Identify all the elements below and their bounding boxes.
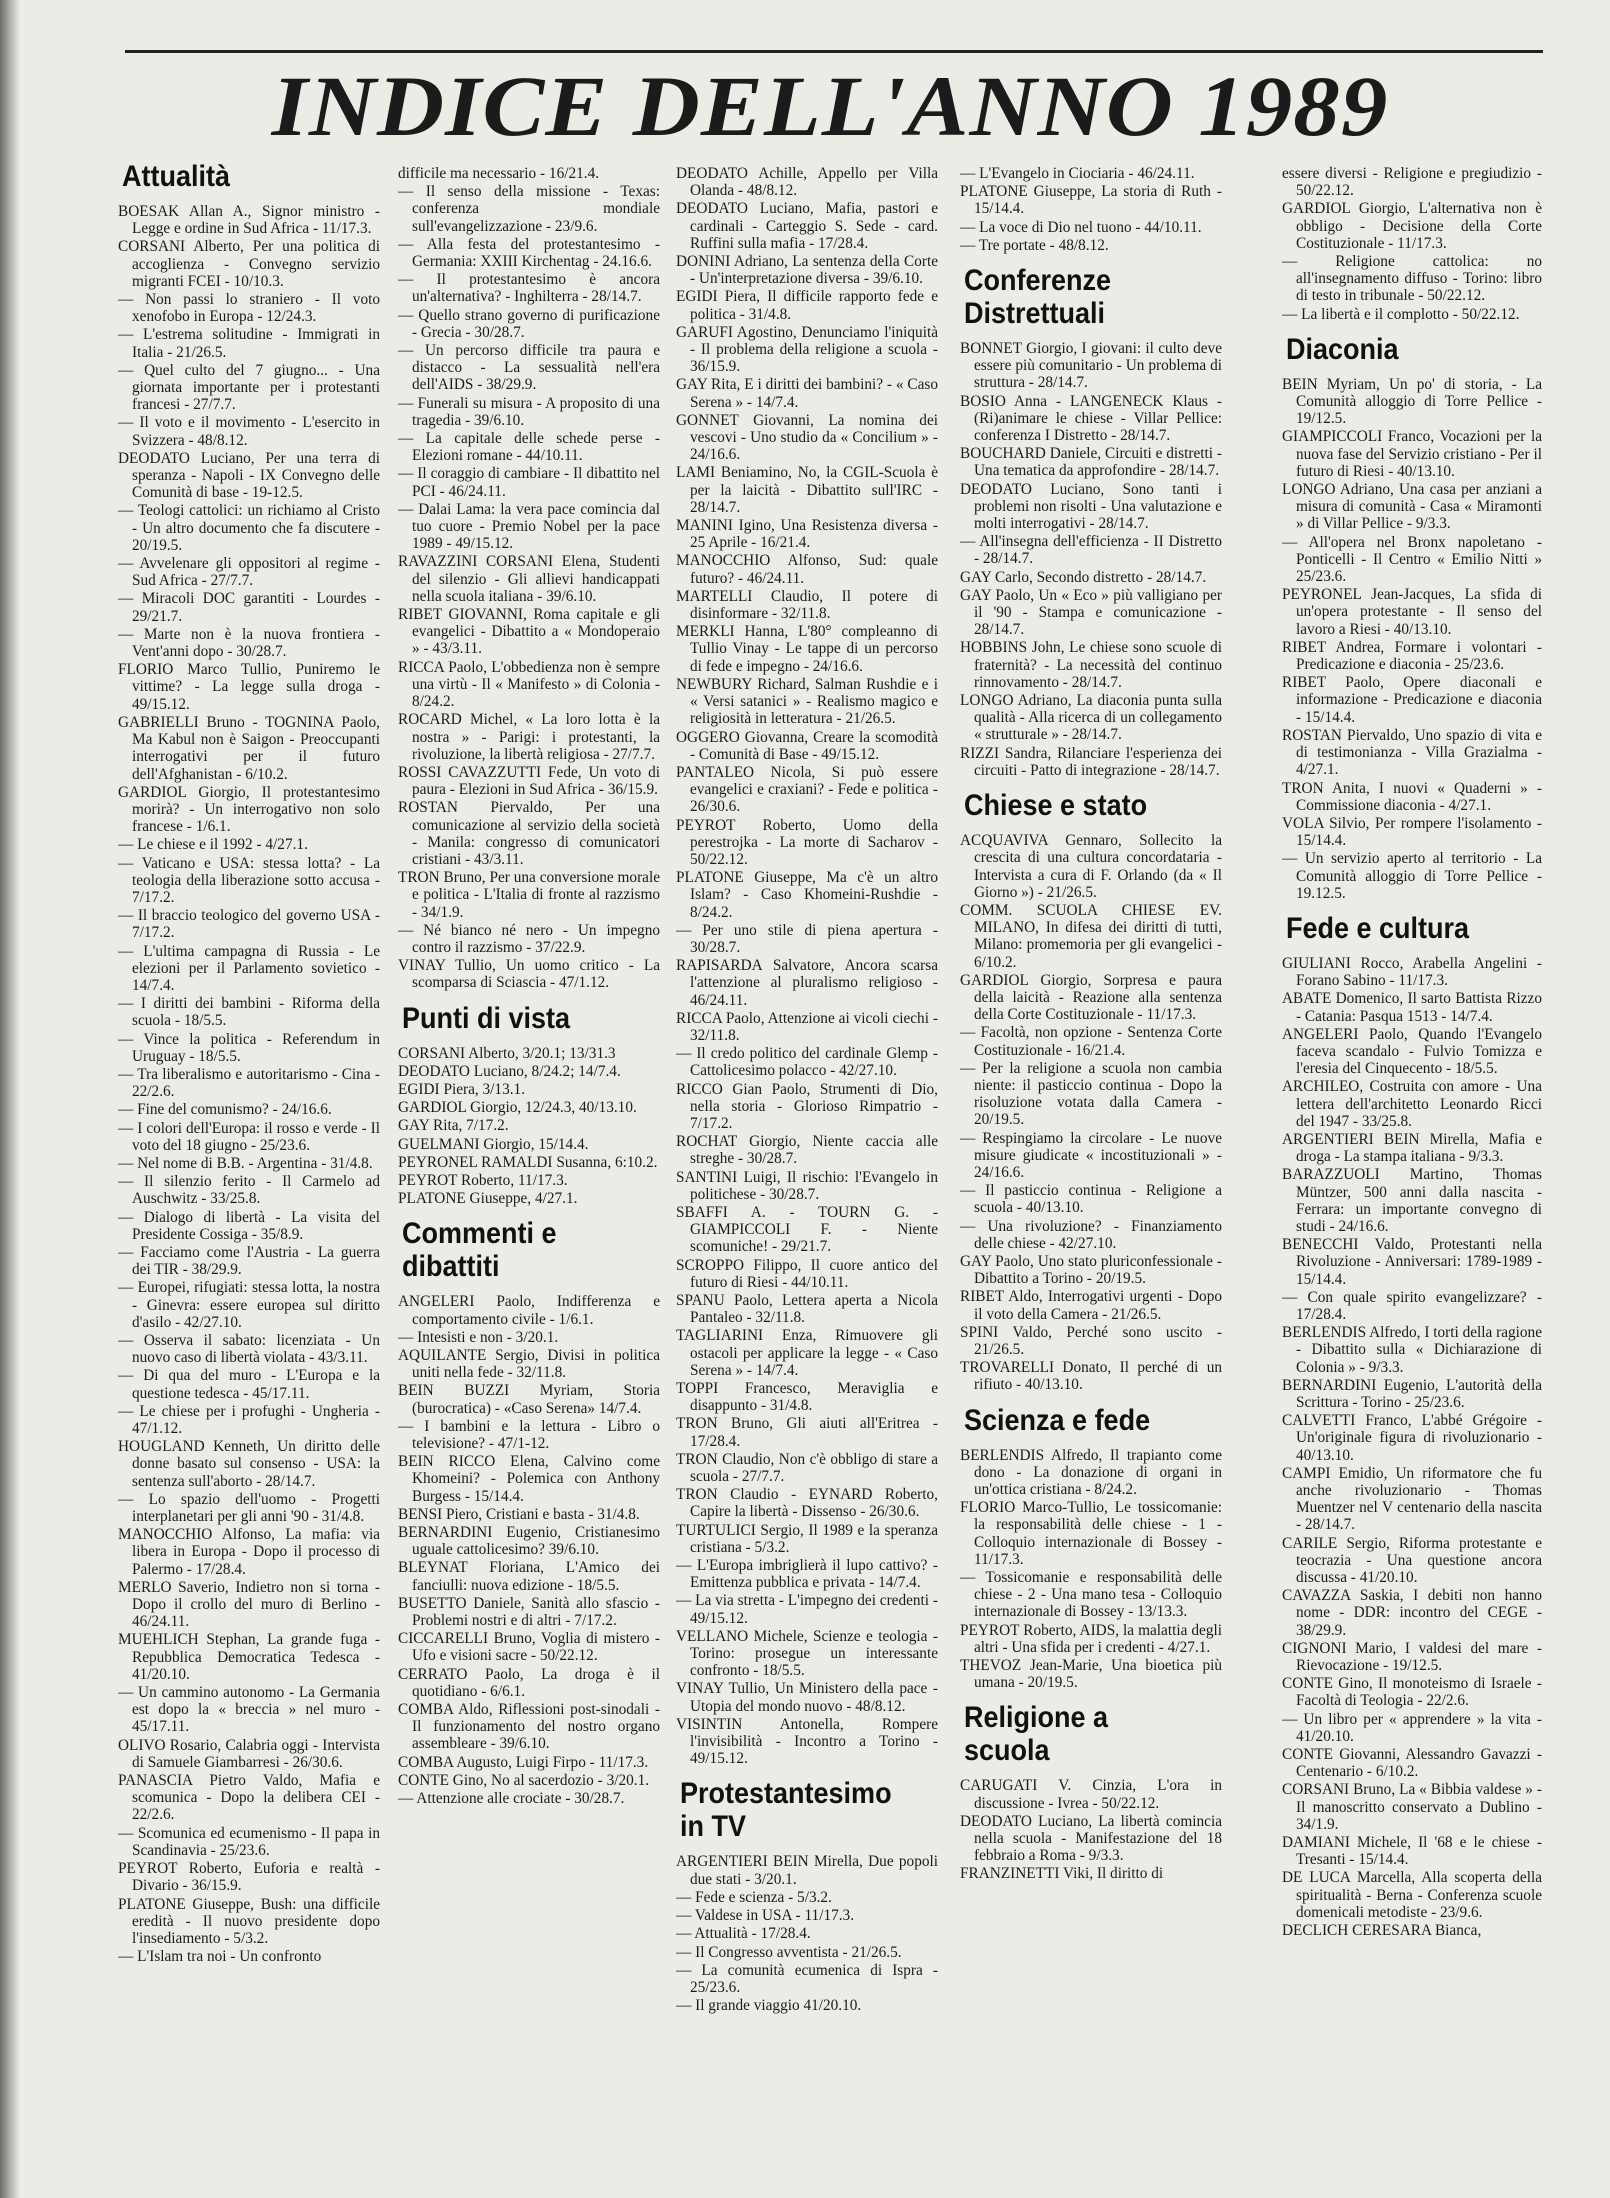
index-entry: — I diritti dei bambini - Riforma della scuola - 18/5.5. bbox=[118, 995, 380, 1030]
index-entry: PEYROT Roberto, 11/17.3. bbox=[398, 1171, 568, 1189]
index-entry: — Il silenzio ferito - Il Carmelo ad Auschwitz - 33/25.8. bbox=[118, 1173, 380, 1208]
index-entry: RICCA Paolo, L'obbedienza non è sempre una virtù - Il « Manifesto » di Colonia - 8/24.2. bbox=[398, 658, 660, 711]
index-entry: BERNARDINI Eugenio, L'autorità della Scrittura - Torino - 25/23.6. bbox=[1282, 1376, 1542, 1411]
index-entry: — Tossicomanie e responsabilità delle chiese - 2 - Una mano tesa - Colloquio internazionale di Bossey - 13/13.3. bbox=[960, 1569, 1222, 1621]
index-entry: — Le chiese e il 1992 - 4/27.1. bbox=[118, 836, 308, 854]
index-entry: LONGO Adriano, Una casa per anziani a misura di comunità - Casa « Miramonti » di Villar Pellice - 9/3.3. bbox=[1282, 481, 1542, 533]
index-entry: GAY Rita, 7/17.2. bbox=[398, 1117, 509, 1135]
index-entry: — La comunità ecumenica di Ispra - 25/23.6. bbox=[676, 1961, 938, 1996]
index-entry: CALVETTI Franco, L'abbé Grégoire - Un'originale figura di rivoluzionario - 40/13.10. bbox=[1282, 1412, 1542, 1464]
index-entry: GAY Paolo, Uno stato pluriconfessionale - Dibattito a Torino - 20/19.5. bbox=[960, 1252, 1222, 1288]
index-entry: GAY Rita, E i diritti dei bambini? - « Caso Serena » - 14/7.4. bbox=[676, 376, 938, 411]
index-entry: TRON Claudio - EYNARD Roberto, Capire la libertà - Dissenso - 26/30.6. bbox=[676, 1486, 938, 1521]
index-entry: TROVARELLI Donato, Il perché di un rifiuto - 40/13.10. bbox=[960, 1359, 1222, 1394]
index-entry: — Un percorso difficile tra paura e distacco - La sessualità nell'era dell'AIDS - 38/29.9. bbox=[398, 342, 660, 394]
index-entry: NEWBURY Richard, Salman Rushdie e i « Versi satanici » - Realismo magico e religiosità in letteratura - 21/26.5. bbox=[676, 675, 938, 728]
index-entry: — I bambini e la lettura - Libro o televisione? - 47/1-12. bbox=[398, 1417, 660, 1452]
index-entry: BOESAK Allan A., Signor ministro - Legge e ordine in Sud Africa - 11/17.3. bbox=[118, 203, 380, 238]
index-entry: VOLA Silvio, Per rompere l'isolamento - 15/14.4. bbox=[1282, 814, 1542, 850]
index-entry: DAMIANI Michele, Il '68 e le chiese - Tresanti - 15/14.4. bbox=[1282, 1834, 1542, 1869]
index-entry: — Tra liberalismo e autoritarismo - Cina - 22/2.6. bbox=[118, 1065, 380, 1101]
index-entry: — Il Congresso avventista - 21/26.5. bbox=[676, 1943, 902, 1961]
index-entry: GAY Carlo, Secondo distretto - 28/14.7. bbox=[960, 568, 1207, 586]
index-entry: PEYROT Roberto, Uomo della perestrojka - La morte di Sacharov - 50/22.12. bbox=[676, 816, 938, 868]
index-entry: MARTELLI Claudio, Il potere di disinformare - 32/11.8. bbox=[676, 587, 938, 623]
index-entry: GARDIOL Giorgio, Il protestantesimo morirà? - Un interrogativo non solo francese - 1/6.1. bbox=[118, 783, 380, 836]
index-entry: DONINI Adriano, La sentenza della Corte - Un'interpretazione diversa - 39/6.10. bbox=[676, 253, 938, 288]
index-entry: FRANZINETTI Viki, Il diritto di bbox=[960, 1865, 1164, 1883]
index-column-3 bbox=[676, 165, 938, 2195]
index-entry: — I colori dell'Europa: il rosso e verde - Il voto del 18 giugno - 25/23.6. bbox=[118, 1119, 380, 1154]
index-entry: ARCHILEO, Costruita con amore - Una lettera dell'architetto Leonardo Ricci del 1947 - 33/25.8. bbox=[1282, 1078, 1542, 1130]
index-entry: — Attualità - 17/28.4. bbox=[676, 1925, 811, 1943]
index-entry: MERLO Saverio, Indietro non si torna - Dopo il crollo del muro di Berlino - 46/24.11. bbox=[118, 1578, 380, 1631]
index-entry: DECLICH CERESARA Bianca, bbox=[1282, 1922, 1482, 1940]
index-entry: — Alla festa del protestantesimo - Germania: XXIII Kirchentag - 24.16.6. bbox=[398, 235, 660, 271]
index-entry: CARILE Sergio, Riforma protestante e teocrazia - Una questione ancora discussa - 41/20.10. bbox=[1282, 1534, 1542, 1587]
index-entry: TRON Bruno, Gli aiuti all'Eritrea - 17/28.4. bbox=[676, 1415, 938, 1450]
index-entry: BEIN Myriam, Un po' di storia, - La Comunità alloggio di Torre Pellice - 19/12.5. bbox=[1282, 375, 1542, 428]
index-column-5 bbox=[1282, 165, 1542, 2195]
index-entry: RIBET Andrea, Formare i volontari - Predicazione e diaconia - 25/23.6. bbox=[1282, 638, 1542, 674]
index-entry: DEODATO Luciano, Per una terra di speranza - Napoli - IX Convegno delle Comunità di base - 19-12.5. bbox=[118, 449, 380, 502]
section-heading: Chiese e stato bbox=[964, 789, 1148, 823]
index-entry: BERLENDIS Alfredo, Il trapianto come dono - La donazione di organi in un'ottica cristiana - 8/24.2. bbox=[960, 1446, 1222, 1498]
index-entry: — Un cammino autonomo - La Germania est dopo la « breccia » nel muro - 45/17.11. bbox=[118, 1684, 380, 1736]
index-entry: — Una rivoluzione? - Finanziamento delle chiese - 42/27.10. bbox=[960, 1217, 1222, 1252]
index-entry: — Vince la politica - Referendum in Uruguay - 18/5.5. bbox=[118, 1030, 380, 1065]
index-entry: CAVAZZA Saskia, I debiti non hanno nome - DDR: incontro del CEGE - 38/29.9. bbox=[1282, 1587, 1542, 1639]
index-entry: DEODATO Luciano, La libertà comincia nella scuola - Manifestazione del 18 febbraio a Roma - 9/3.3. bbox=[960, 1812, 1222, 1865]
index-entry: PANTALEO Nicola, Si può essere evangelici e craxiani? - Fede e politica - 26/30.6. bbox=[676, 763, 938, 816]
index-entry: — Funerali su misura - A proposito di una tragedia - 39/6.10. bbox=[398, 394, 660, 429]
index-entry: ABATE Domenico, Il sarto Battista Rizzo - Catania: Pasqua 1513 - 14/7.4. bbox=[1282, 990, 1542, 1025]
index-entry: PEYROT Roberto, Euforia e realtà - Divario - 36/15.9. bbox=[118, 1860, 380, 1895]
index-entry: BLEYNAT Floriana, L'Amico dei fanciulli: nuova edizione - 18/5.5. bbox=[398, 1559, 660, 1594]
index-entry: — Miracoli DOC garantiti - Lourdes - 29/21.7. bbox=[118, 590, 380, 625]
index-entry: essere diversi - Religione e pregiudizio - 50/22.12. bbox=[1282, 165, 1542, 200]
index-entry: — L'ultima campagna di Russia - Le elezioni per il Parlamento sovietico - 14/7.4. bbox=[118, 942, 380, 994]
index-entry: ROCARD Michel, « La loro lotta è la nostra » - Parigi: i protestanti, la rivoluzione, la libertà religiosa - 27/7.7. bbox=[398, 711, 660, 763]
index-entry: SPINI Valdo, Perché sono uscito - 21/26.5. bbox=[960, 1323, 1222, 1358]
index-entry: — La via stretta - L'impegno dei credenti - 49/15.12. bbox=[676, 1592, 938, 1627]
index-entry: RIBET GIOVANNI, Roma capitale e gli evangelici - Dibattito a « Mondoperaio » - 43/3.11. bbox=[398, 606, 660, 658]
index-entry: BEIN RICCO Elena, Calvino come Khomeini? - Polemica con Anthony Burgess - 15/14.4. bbox=[398, 1453, 660, 1505]
index-entry: VISINTIN Antonella, Rompere l'invisibilità - Incontro a Torino - 49/15.12. bbox=[676, 1715, 938, 1768]
index-entry: COMM. SCUOLA CHIESE EV. MILANO, In difesa dei diritti di tutti, Milano: promemoria per gli evangelici - 6/10.2. bbox=[960, 901, 1222, 971]
index-entry: — Nel nome di B.B. - Argentina - 31/4.8. bbox=[118, 1154, 373, 1172]
index-entry: GUELMANI Giorgio, 15/14.4. bbox=[398, 1135, 589, 1153]
page-title: INDICE DELL'ANNO 1989 bbox=[271, 58, 1389, 154]
index-entry: — Religione cattolica: no all'insegnamento diffuso - Torino: libro di testo in tribunale - 50/22.12. bbox=[1282, 253, 1542, 305]
index-entry: BEIN BUZZI Myriam, Storia (burocratica) - «Caso Serena» 14/7.4. bbox=[398, 1382, 660, 1417]
index-entry: — Un libro per « apprendere » la vita - 41/20.10. bbox=[1282, 1710, 1542, 1745]
index-entry: RAVAZZINI CORSANI Elena, Studenti del silenzio - Gli allievi handicappati nella scuola italiana - 39/6.10. bbox=[398, 553, 660, 605]
index-entry: GARDIOL Giorgio, Sorpresa e paura della laicità - Reazione alla sentenza della Corte Costituzionale - 11/17.3. bbox=[960, 971, 1222, 1024]
index-entry: EGIDI Piera, 3/13.1. bbox=[398, 1080, 526, 1098]
index-entry: SANTINI Luigi, Il rischio: l'Evangelo in politichese - 30/28.7. bbox=[676, 1168, 938, 1203]
index-entry: VINAY Tullio, Un Ministero della pace - Utopia del mondo nuovo - 48/8.12. bbox=[676, 1680, 938, 1715]
section-heading: Attualità bbox=[122, 160, 230, 193]
index-entry: — Per la religione a scuola non cambia niente: il pasticcio continua - Dopo la risoluzione votata dalla Camera - 20/19.5. bbox=[960, 1059, 1222, 1129]
index-entry: — Avvelenare gli oppositori al regime - Sud Africa - 27/7.7. bbox=[118, 555, 380, 590]
index-entry: MANINI Igino, Una Resistenza diversa - 25 Aprile - 16/21.4. bbox=[676, 517, 938, 552]
index-entry: — Il voto e il movimento - L'esercito in Svizzera - 48/8.12. bbox=[118, 414, 380, 449]
index-column-2 bbox=[398, 165, 660, 2195]
index-entry: ROSTAN Piervaldo, Per una comunicazione al servizio della società - Manila: congresso di comunicatori cristiani - 43/3.11. bbox=[398, 799, 660, 868]
index-entry: BOUCHARD Daniele, Circuiti e distretti - Una tematica da approfondire - 28/14.7. bbox=[960, 445, 1222, 480]
index-entry: HOUGLAND Kenneth, Un diritto delle donne basato sul consenso - USA: la sentenza sull'aborto - 28/14.7. bbox=[118, 1438, 380, 1490]
section-heading: Religione a scuola bbox=[964, 1701, 1109, 1768]
section-heading: Scienza e fede bbox=[964, 1403, 1151, 1437]
page-edge-shadow bbox=[0, 0, 20, 2198]
index-entry: — Il senso della missione - Texas: conferenza mondiale sull'evangelizzazione - 23/9.6. bbox=[398, 183, 660, 235]
index-entry: TRON Bruno, Per una conversione morale e politica - L'Italia di fronte al razzismo - 34/1.9. bbox=[398, 869, 660, 921]
index-entry: GARUFI Agostino, Denunciamo l'iniquità - Il problema della religione a scuola - 36/15.9. bbox=[676, 323, 938, 376]
index-entry: — La voce di Dio nel tuono - 44/10.11. bbox=[960, 218, 1202, 236]
index-entry: PANASCIA Pietro Valdo, Mafia e scomunica - Dopo la delibera CEI - 22/2.6. bbox=[118, 1772, 380, 1824]
index-entry: ARGENTIERI BEIN Mirella, Due popoli due stati - 3/20.1. bbox=[676, 1853, 938, 1888]
index-entry: OGGERO Giovanna, Creare la scomodità - Comunità di Base - 49/15.12. bbox=[676, 728, 938, 763]
index-entry: FLORIO Marco-Tullio, Le tossicomanie: la responsabilità delle chiese - 1 - Colloquio internazionale di Bossey - 11/17.3. bbox=[960, 1499, 1222, 1568]
index-entry: — Un servizio aperto al territorio - La Comunità alloggio di Torre Pellice - 19.12.5. bbox=[1282, 850, 1542, 902]
index-entry: LAMI Beniamino, No, la CGIL-Scuola è per la laicità - Dibattito sull'IRC - 28/14.7. bbox=[676, 464, 938, 516]
index-entry: — L'estrema solitudine - Immigrati in Italia - 21/26.5. bbox=[118, 326, 380, 361]
section-heading: Fede e cultura bbox=[1286, 911, 1470, 945]
section-heading: Conferenze Distrettuali bbox=[964, 264, 1112, 331]
top-rule bbox=[125, 50, 1543, 53]
index-entry: SBAFFI A. - TOURN G. - GIAMPICCOLI F. - Niente scomuniche! - 29/21.7. bbox=[676, 1203, 938, 1256]
index-entry: OLIVO Rosario, Calabria oggi - Intervista di Samuele Giambarresi - 26/30.6. bbox=[118, 1736, 380, 1771]
index-entry: — L'Europa imbriglierà il lupo cattivo? - Emittenza pubblica e privata - 14/7.4. bbox=[676, 1557, 938, 1592]
index-entry: PEYRONEL RAMALDI Susanna, 6:10.2. bbox=[398, 1153, 658, 1171]
index-entry: MUEHLICH Stephan, La grande fuga - Repubblica Democratica Tedesca - 41/20.10. bbox=[118, 1631, 380, 1683]
index-entry: — Di qua del muro - L'Europa e la questione tedesca - 45/17.11. bbox=[118, 1367, 380, 1402]
index-entry: — L'Evangelo in Ciociaria - 46/24.11. bbox=[960, 165, 1195, 182]
index-entry: PLATONE Giuseppe, 4/27.1. bbox=[398, 1190, 578, 1208]
index-entry: CONTE Gino, Il monoteismo di Israele - Facoltà di Teologia - 22/2.6. bbox=[1282, 1675, 1542, 1710]
index-entry: EGIDI Piera, Il difficile rapporto fede e politica - 31/4.8. bbox=[676, 288, 938, 323]
index-entry: ROCHAT Giorgio, Niente caccia alle streghe - 30/28.7. bbox=[676, 1133, 938, 1168]
index-entry: LONGO Adriano, La diaconia punta sulla qualità - Alla ricerca di un collegamento « strutturale » - 28/14.7. bbox=[960, 692, 1222, 744]
index-entry: — Fine del comunismo? - 24/16.6. bbox=[118, 1101, 332, 1119]
index-entry: ARGENTIERI BEIN Mirella, Mafia e droga - La stampa italiana - 9/3.3. bbox=[1282, 1130, 1542, 1166]
index-entry: — Marte non è la nuova frontiera - Vent'anni dopo - 30/28.7. bbox=[118, 625, 380, 661]
index-entry: — L'Islam tra noi - Un confronto bbox=[118, 1948, 322, 1966]
index-entry: RICCO Gian Paolo, Strumenti di Dio, nella storia - Glorioso Rimpatrio - 7/17.2. bbox=[676, 1080, 938, 1132]
index-entry: GARDIOL Giorgio, 12/24.3, 40/13.10. bbox=[398, 1099, 637, 1117]
index-entry: TRON Anita, I nuovi « Quaderni » - Commissione diaconia - 4/27.1. bbox=[1282, 779, 1542, 814]
section-heading: Punti di vista bbox=[402, 1001, 571, 1035]
index-entry: — Con quale spirito evangelizzare? - 17/28.4. bbox=[1282, 1288, 1542, 1323]
section-heading: Diaconia bbox=[1286, 332, 1399, 366]
index-entry: ANGELERI Paolo, Indifferenza e comportamento civile - 1/6.1. bbox=[398, 1293, 660, 1328]
index-entry: GIAMPICCOLI Franco, Vocazioni per la nuova fase del Servizio cristiano - Per il futuro di Riesi - 40/13.10. bbox=[1282, 428, 1542, 480]
index-entry: — Tre portate - 48/8.12. bbox=[960, 236, 1109, 254]
index-entry: COMBA Augusto, Luigi Firpo - 11/17.3. bbox=[398, 1753, 649, 1771]
index-entry: CORSANI Alberto, 3/20.1; 13/31.3 bbox=[398, 1044, 616, 1062]
index-entry: DEODATO Luciano, Mafia, pastori e cardinali - Carteggio S. Sede - card. Ruffini sulla mafia - 17/28.4. bbox=[676, 200, 938, 252]
index-entry: — Valdese in USA - 11/17.3. bbox=[676, 1907, 855, 1925]
index-entry: — Respingiamo la circolare - Le nuove misure giudicate « incostituzionali » - 24/16.6. bbox=[960, 1129, 1222, 1181]
index-entry: — La libertà e il complotto - 50/22.12. bbox=[1282, 305, 1520, 323]
index-entry: ACQUAVIVA Gennaro, Sollecito la crescita di una cultura concordataria - Intervista a cura di F. Orlando (da « Il Giorno ») - 21/26.5. bbox=[960, 832, 1222, 901]
index-entry: BERLENDIS Alfredo, I torti della ragione - Dibattito sulla « Dichiarazione di Colonia » - 9/3.3. bbox=[1282, 1324, 1542, 1376]
index-entry: — Vaticano e USA: stessa lotta? - La teologia della liberazione sotto accusa - 7/17.2. bbox=[118, 854, 380, 906]
index-entry: COMBA Aldo, Riflessioni post-sinodali - Il funzionamento del nostro organo assembleare - 39/6.10. bbox=[398, 1701, 660, 1753]
index-entry: BENSI Piero, Cristiani e basta - 31/4.8. bbox=[398, 1505, 640, 1523]
index-entry: TAGLIARINI Enza, Rimuovere gli ostacoli per applicare la legge - « Caso Serena » - 14/7.4. bbox=[676, 1327, 938, 1379]
index-entry: RIBET Aldo, Interrogativi urgenti - Dopo il voto della Camera - 21/26.5. bbox=[960, 1288, 1222, 1323]
index-entry: difficile ma necessario - 16/21.4. bbox=[398, 165, 600, 182]
index-entry: MANOCCHIO Alfonso, Sud: quale futuro? - 46/24.11. bbox=[676, 552, 938, 587]
index-entry: PEYRONEL Jean-Jacques, La sfida di un'opera protestante - Il senso del lavoro a Riesi - 40/13.10. bbox=[1282, 586, 1542, 638]
index-entry: — Lo spazio dell'uomo - Progetti interplanetari per gli anni '90 - 31/4.8. bbox=[118, 1490, 380, 1526]
index-entry: — Il pasticcio continua - Religione a scuola - 40/13.10. bbox=[960, 1182, 1222, 1217]
index-column-1 bbox=[118, 160, 380, 2190]
index-entry: — Quello strano governo di purificazione - Grecia - 30/28.7. bbox=[398, 306, 660, 341]
index-entry: — Scomunica ed ecumenismo - Il papa in Scandinavia - 25/23.6. bbox=[118, 1824, 380, 1859]
index-entry: — Quel culto del 7 giugno... - Una giornata importante per i protestanti francesi - 27/7.7. bbox=[118, 361, 380, 414]
index-entry: — Le chiese per i profughi - Ungheria - 47/1.12. bbox=[118, 1402, 380, 1438]
index-entry: BOSIO Anna - LANGENECK Klaus - (Ri)animare le chiese - Villar Pellice: conferenza I Distretto - 28/14.7. bbox=[960, 392, 1222, 445]
index-entry: ANGELERI Paolo, Quando l'Evangelo faceva scandalo - Fulvio Tomizza e l'eresia del Cinquecento - 18/5.5. bbox=[1282, 1025, 1542, 1078]
section-heading: Protestantesimo in TV bbox=[680, 1777, 892, 1844]
index-entry: GABRIELLI Bruno - TOGNINA Paolo, Ma Kabul non è Saigon - Preoccupanti interrogativi per il futuro dell'Afghanistan - 6/10.2. bbox=[118, 713, 380, 783]
index-entry: DEODATO Luciano, Sono tanti i problemi non risolti - Una valutazione e molti interrogativi - 28/14.7. bbox=[960, 480, 1222, 533]
index-entry: BENECCHI Valdo, Protestanti nella Rivoluzione - Anniversari: 1789-1989 - 15/14.4. bbox=[1282, 1236, 1542, 1288]
index-entry: BUSETTO Daniele, Sanità allo sfascio - Problemi nostri e di altri - 7/17.2. bbox=[398, 1594, 660, 1630]
index-entry: CAMPI Emidio, Un riformatore che fu anche rivoluzionario - Thomas Muentzer nel V centenario della nascita - 28/14.7. bbox=[1282, 1464, 1542, 1534]
index-entry: — All'insegna dell'efficienza - II Distretto - 28/14.7. bbox=[960, 533, 1222, 568]
index-entry: MANOCCHIO Alfonso, La mafia: via libera in Europa - Dopo il processo di Palermo - 17/28.4. bbox=[118, 1526, 380, 1578]
index-entry: BARAZZUOLI Martino, Thomas Müntzer, 500 anni dalla nascita - Ferrara: un importante convegno di studi - 24/16.6. bbox=[1282, 1166, 1542, 1235]
index-entry: — Il braccio teologico del governo USA - 7/17.2. bbox=[118, 907, 380, 942]
index-entry: RAPISARDA Salvatore, Ancora scarsa l'attenzione al pluralismo religioso - 46/24.11. bbox=[676, 957, 938, 1009]
index-entry: BERNARDINI Eugenio, Cristianesimo uguale cattolicesimo? 39/6.10. bbox=[398, 1524, 660, 1559]
index-entry: CONTE Giovanni, Alessandro Gavazzi - Centenario - 6/10.2. bbox=[1282, 1746, 1542, 1781]
index-entry: — Attenzione alle crociate - 30/28.7. bbox=[398, 1790, 625, 1808]
index-entry: — Il protestantesimo è ancora un'alternativa? - Inghilterra - 28/14.7. bbox=[398, 271, 660, 306]
index-entry: SCROPPO Filippo, Il cuore antico del futuro di Riesi - 44/10.11. bbox=[676, 1256, 938, 1291]
index-entry: VINAY Tullio, Un uomo critico - La scomparsa di Sciascia - 47/1.12. bbox=[398, 957, 660, 992]
index-entry: PLATONE Giuseppe, Bush: una difficile eredità - Il nuovo presidente dopo l'insediamento - 5/3.2. bbox=[118, 1895, 380, 1947]
index-entry: TOPPI Francesco, Meraviglia e disappunto - 31/4.8. bbox=[676, 1380, 938, 1415]
index-entry: RICCA Paolo, Attenzione ai vicoli ciechi - 32/11.8. bbox=[676, 1009, 938, 1044]
index-entry: CORSANI Bruno, La « Bibbia valdese » - Il manoscritto conservato a Dublino - 34/1.9. bbox=[1282, 1781, 1542, 1833]
index-entry: PLATONE Giuseppe, Ma c'è un altro Islam? - Caso Khomeini-Rushdie - 8/24.2. bbox=[676, 869, 938, 921]
index-entry: SPANU Paolo, Lettera aperta a Nicola Pantaleo - 32/11.8. bbox=[676, 1292, 938, 1327]
index-entry: — Facoltà, non opzione - Sentenza Corte Costituzionale - 16/21.4. bbox=[960, 1024, 1222, 1059]
index-entry: PLATONE Giuseppe, La storia di Ruth - 15/14.4. bbox=[960, 183, 1222, 218]
index-entry: THEVOZ Jean-Marie, Una bioetica più umana - 20/19.5. bbox=[960, 1657, 1222, 1692]
index-entry: GARDIOL Giorgio, L'alternativa non è obbligo - Decisione della Corte Costituzionale - 11/17.3. bbox=[1282, 200, 1542, 252]
index-entry: — Teologi cattolici: un richiamo al Cristo - Un altro documento che fa discutere - 20/19.5. bbox=[118, 502, 380, 554]
index-entry: — Il coraggio di cambiare - Il dibattito nel PCI - 46/24.11. bbox=[398, 465, 660, 500]
index-entry: DE LUCA Marcella, Alla scoperta della spiritualità - Berna - Conferenza scuole domenicali metodiste - 23/9.6. bbox=[1282, 1869, 1542, 1921]
index-entry: TRON Claudio, Non c'è obbligo di stare a scuola - 27/7.7. bbox=[676, 1450, 938, 1486]
index-entry: ROSTAN Piervaldo, Uno spazio di vita e di testimonianza - Villa Grazialma - 4/27.1. bbox=[1282, 726, 1542, 779]
index-entry: — Non passi lo straniero - Il voto xenofobo in Europa - 12/24.3. bbox=[118, 291, 380, 326]
index-entry: CICCARELLI Bruno, Voglia di mistero - Ufo e visioni sacre - 50/22.12. bbox=[398, 1630, 660, 1665]
index-entry: VELLANO Michele, Scienze e teologia - Torino: prosegue un interessante confronto - 18/5.5. bbox=[676, 1627, 938, 1680]
index-entry: BONNET Giorgio, I giovani: il culto deve essere più comunitario - Un problema di struttura - 28/14.7. bbox=[960, 340, 1222, 392]
index-entry: — Fede e scienza - 5/3.2. bbox=[676, 1888, 832, 1906]
index-entry: CARUGATI V. Cinzia, L'ora in discussione - Ivrea - 50/22.12. bbox=[960, 1777, 1222, 1812]
index-entry: — Europei, rifugiati: stessa lotta, la nostra - Ginevra: essere europea sul diritto d'asilo - 42/27.10. bbox=[118, 1279, 380, 1331]
index-entry: — Osserva il sabato: licenziata - Un nuovo caso di libertà violata - 43/3.11. bbox=[118, 1332, 380, 1367]
index-entry: — Dialogo di libertà - La visita del Presidente Cossiga - 35/8.9. bbox=[118, 1208, 380, 1243]
index-entry: PEYROT Roberto, AIDS, la malattia degli altri - Una sfida per i credenti - 4/27.1. bbox=[960, 1621, 1222, 1656]
index-entry: — Per uno stile di piena apertura - 30/28.7. bbox=[676, 921, 938, 956]
section-heading: Commenti e dibattiti bbox=[402, 1217, 557, 1284]
index-entry: — Il credo politico del cardinale Glemp - Cattolicesimo polacco - 42/27.10. bbox=[676, 1045, 938, 1080]
index-entry: RIBET Paolo, Opere diaconali e informazione - Predicazione e diaconia - 15/14.4. bbox=[1282, 674, 1542, 726]
index-entry: CIGNONI Mario, I valdesi del mare - Rievocazione - 19/12.5. bbox=[1282, 1639, 1542, 1675]
index-entry: CERRATO Paolo, La droga è il quotidiano - 6/6.1. bbox=[398, 1665, 660, 1700]
index-entry: DEODATO Achille, Appello per Villa Olanda - 48/8.12. bbox=[676, 165, 938, 200]
index-entry: GAY Paolo, Un « Eco » più valligiano per il '90 - Stampa e comunicazione - 28/14.7. bbox=[960, 586, 1222, 639]
index-entry: GONNET Giovanni, La nomina dei vescovi - Uno studio da « Concilium » - 24/16.6. bbox=[676, 411, 938, 464]
index-entry: HOBBINS John, Le chiese sono scuole di fraternità? - La necessità del continuo rinnovamento - 28/14.7. bbox=[960, 639, 1222, 691]
index-entry: FLORIO Marco Tullio, Puniremo le vittime? - La legge sulla droga - 49/15.12. bbox=[118, 661, 380, 713]
index-entry: MERKLI Hanna, L'80° compleanno di Tullio Vinay - Le tappe di un percorso di fede e impegno - 24/16.6. bbox=[676, 623, 938, 675]
index-entry: — Facciamo come l'Austria - La guerra dei TIR - 38/29.9. bbox=[118, 1243, 380, 1279]
index-entry: — Dalai Lama: la vera pace comincia dal tuo cuore - Premio Nobel per la pace 1989 - 49/15.12. bbox=[398, 500, 660, 553]
index-column-4 bbox=[960, 165, 1222, 2195]
index-entry: TURTULICI Sergio, Il 1989 e la speranza cristiana - 5/3.2. bbox=[676, 1521, 938, 1556]
index-entry: — Né bianco né nero - Un impegno contro il razzismo - 37/22.9. bbox=[398, 921, 660, 956]
index-entry: — La capitale delle schede perse - Elezioni romane - 44/10.11. bbox=[398, 430, 660, 465]
index-entry: GIULIANI Rocco, Arabella Angelini - Forano Sabino - 11/17.3. bbox=[1282, 954, 1542, 990]
index-entry: — Intesisti e non - 3/20.1. bbox=[398, 1328, 559, 1346]
index-entry: — Il grande viaggio 41/20.10. bbox=[676, 1997, 862, 2015]
index-entry: AQUILANTE Sergio, Divisi in politica uniti nella fede - 32/11.8. bbox=[398, 1346, 660, 1382]
index-entry: — All'opera nel Bronx napoletano - Ponticelli - Il Centro « Emilio Nitti » 25/23.6. bbox=[1282, 533, 1542, 586]
index-entry: CONTE Gino, No al sacerdozio - 3/20.1. bbox=[398, 1771, 650, 1789]
index-entry: CORSANI Alberto, Per una politica di accoglienza - Convegno servizio migranti FCEI - 10/10.3. bbox=[118, 238, 380, 290]
index-entry: RIZZI Sandra, Rilanciare l'esperienza dei circuiti - Patto di integrazione - 28/14.7. bbox=[960, 744, 1222, 779]
index-entry: DEODATO Luciano, 8/24.2; 14/7.4. bbox=[398, 1062, 621, 1080]
index-entry: ROSSI CAVAZZUTTI Fede, Un voto di paura - Elezioni in Sud Africa - 36/15.9. bbox=[398, 763, 660, 799]
